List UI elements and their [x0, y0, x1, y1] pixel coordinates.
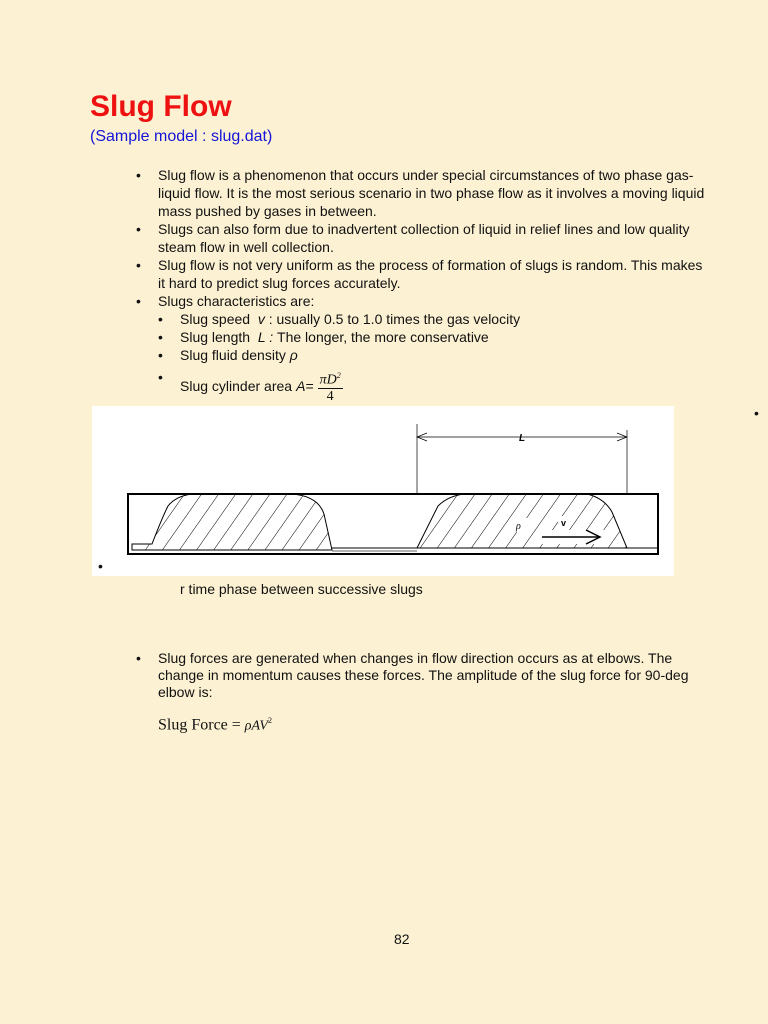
slug-flow-diagram [92, 406, 674, 576]
slug-force-formula: Slug Force = ρAV$^2$ [158, 716, 272, 734]
char-slug-length: • Slug length L : The longer, the more conservative [158, 328, 708, 346]
slug-diagram-svg [92, 406, 674, 576]
page-number: 82 [394, 931, 410, 947]
bullet-slug-flow-definition: • Slug flow is a phenomenon that occurs under special circumstances of two phase gas-liquid flow. It is the most serious scenario in two phase flow as it involves a moving liquid mass pushed by gases in between. [136, 166, 708, 220]
bullet-slug-characteristics [136, 292, 708, 404]
velocity-label: v [561, 518, 567, 528]
sample-model-subtitle: (Sample model : slug.dat) [90, 128, 273, 145]
char-slug-density: • Slug fluid density ρ [158, 346, 708, 364]
intro-bullet-list [136, 166, 708, 404]
length-label: L [519, 433, 526, 444]
bullet-slug-formation: • Slugs can also form due to inadvertent collection of liquid in relief lines and low quality steam flow in well collection. [136, 220, 708, 256]
density-label: ρ [516, 521, 521, 532]
force-bullet-list [136, 650, 716, 701]
page-title: Slug Flow [90, 90, 232, 123]
bullet-slug-forces: • Slug forces are generated when changes in flow direction occurs as at elbows. The change in momentum causes these forces. The amplitude of the slug force for 90-deg elbow is: [136, 650, 716, 701]
char-slug-area: • Slug cylinder area A= $\frac{\pi D^2}{4}$ [158, 368, 708, 404]
characteristics-list [158, 310, 708, 404]
char-slug-speed: • Slug speed v : usually 0.5 to 1.0 times the gas velocity [158, 310, 708, 328]
stray-bullet-right: • [754, 405, 759, 421]
bullet-slug-uniformity: • Slug flow is not very uniform as the process of formation of slugs is random. This makes it hard to predict slug forces accurately. [136, 256, 708, 292]
diagram-caption: r time phase between successive slugs [180, 581, 423, 597]
area-fraction: $\frac{\pi D^2}{4}$ [318, 368, 343, 404]
stray-bullet-left: • [98, 558, 103, 574]
characteristics-heading: Slugs characteristics are: [158, 293, 315, 309]
